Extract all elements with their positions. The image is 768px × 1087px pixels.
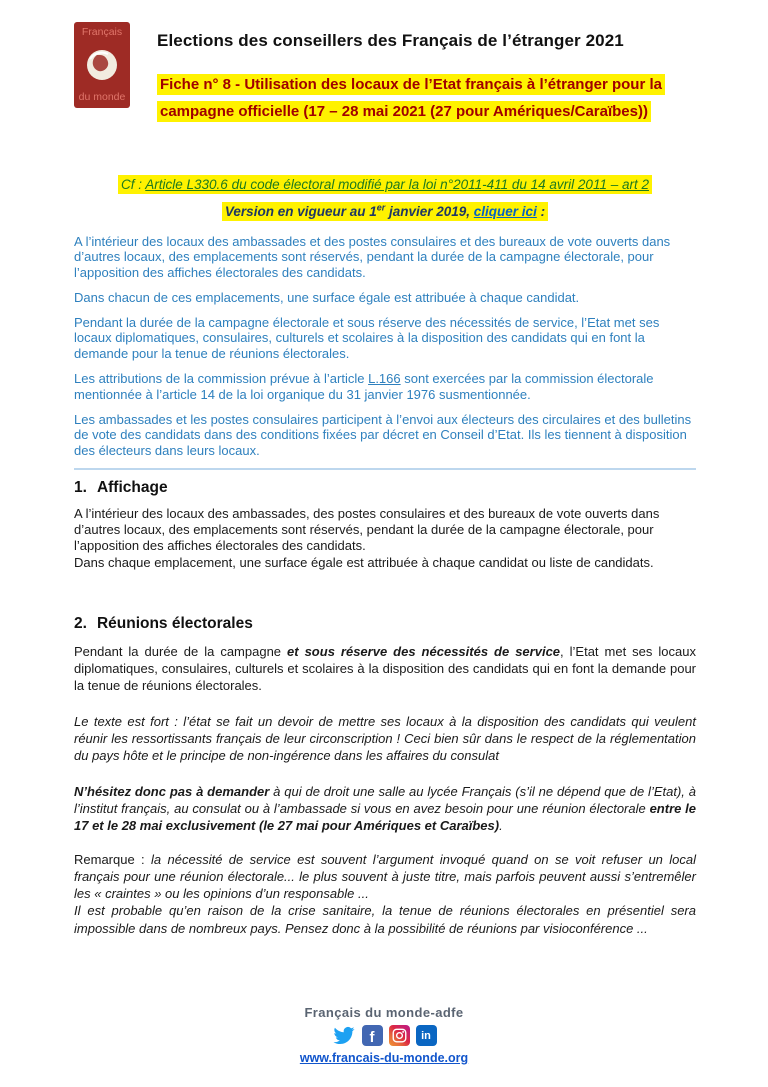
version-mid: janvier 2019, [385, 203, 474, 219]
advice-bold-dates: entre le 17 et le 28 mai exclusivement (le 27 mai pour Amériques et Caraïbes) [74, 800, 697, 834]
advice-period: . [499, 818, 503, 834]
intro-paragraph-3: Pendant la durée de la campagne électorale et sous réserve des nécessités de service, l’Etat met ses locaux diplomatiques, consulaires, culturels et scolaires à la disposition des candidats qui en font la demande pour la tenue de réunions électorales. [74, 314, 660, 362]
twitter-icon[interactable] [332, 1025, 356, 1046]
intro-p4-before: Les attributions de la commission prévue à l’article [74, 371, 369, 387]
version-superscript: er [376, 202, 386, 212]
section-1-number: 1. [74, 479, 87, 497]
advice-bold-lead: N’hésitez donc pas à demander [74, 783, 270, 799]
fiche-title [157, 74, 665, 122]
website-link[interactable]: www.francais-du-monde.org [299, 1051, 469, 1065]
logo-text-top: Français [81, 26, 123, 38]
francais-du-monde-logo [74, 22, 130, 108]
fiche-title-line1: Fiche n° 8 - Utilisation des locaux de l’Etat français à l’étranger pour la [157, 74, 665, 95]
divider-rule [74, 468, 696, 470]
article-l330-link[interactable]: Article L330.6 du code électoral modifié par la loi n°2011-411 du 14 avril 2011 – art 2 [145, 177, 649, 192]
instagram-camera-glyph [392, 1028, 407, 1043]
facebook-glyph: f [369, 1028, 375, 1046]
section-1-heading [74, 479, 696, 497]
version-suffix: : [536, 203, 546, 219]
section-1-paragraph-1: A l’intérieur des locaux des ambassades, des postes consulaires et des bureaux de vote ouverts dans d’autres locaux, des emplacements sont réservés, pendant la durée de la campagne électorale, pour l’apposition des affiches électorales des candidats. [74, 506, 660, 554]
document-footer [0, 1005, 768, 1065]
globe-icon [84, 47, 120, 83]
reference-prefix: Cf : [121, 177, 146, 192]
social-icons-row [0, 1025, 768, 1046]
advice-paragraph [74, 783, 696, 835]
intro-paragraph-5: Les ambassades et les postes consulaires participent à l’envoi aux électeurs des circulaires et des bulletins de vote des candidats dans des conditions fixées par décret en Conseil d’Etat. Ils les tiennent à disposition des électeurs dans leurs locaux. [74, 411, 692, 459]
intro-paragraph-1: A l’intérieur des locaux des ambassades et des postes consulaires et des bureaux de vote ouverts dans d’autres locaux, des emplacements sont réservés, pendant la durée de la campagne électorale, pour l’apposition des affiches électorales des candidats. [74, 233, 671, 281]
section-2-number: 2. [74, 614, 87, 632]
instagram-icon[interactable] [389, 1025, 410, 1046]
legal-reference-block [74, 177, 696, 219]
section-2-paragraph-1 [74, 643, 696, 695]
intro-paragraph-2: Dans chacun de ces emplacements, une surface égale est attribuée à chaque candidat. [74, 289, 580, 305]
remark-text-2: Il est probable qu’en raison de la crise sanitaire, la tenue de réunions électorales en présentiel sera impossible dans de nombreux pays. Pensez donc à la possibilité de réunions par visioconférence ... [74, 903, 696, 936]
remark-label: Remarque : [74, 851, 152, 867]
intro-paragraph-4 [74, 371, 696, 403]
footer-org-name: Français du monde-adfe [304, 1005, 464, 1020]
remark-paragraph [74, 851, 696, 937]
section-2-title: Réunions électorales [96, 614, 253, 632]
section-1-title: Affichage [96, 479, 168, 497]
page-title: Elections des conseillers des Français de l’étranger 2021 [157, 31, 624, 50]
logo-text-bottom: du monde [78, 91, 126, 103]
version-prefix: Version en vigueur au 1 [224, 203, 377, 219]
cliquer-ici-link[interactable]: cliquer ici [473, 203, 537, 219]
facebook-icon[interactable] [362, 1025, 383, 1046]
section-1-paragraph-2: Dans chaque emplacement, une surface égale est attribuée à chaque candidat ou liste de candidats. [74, 554, 654, 570]
advice-body: à qui de droit une salle au lycée Français (s’il ne dépend que de l’Etat), à l’institut français, au consulat ou à l’ambassade si vous en avez besoin pour une réunion électorale [74, 783, 696, 816]
s2-p1-a: Pendant la durée de la campagne [74, 643, 288, 659]
s2-p1-c: , l’Etat met ses locaux diplomatiques, consulaires, culturels et scolaires à la disposition des candidats qui en font la demande pour la tenue de réunions électorales. [74, 643, 696, 694]
legal-extract-section [74, 234, 696, 471]
document-header [74, 22, 696, 128]
linkedin-icon[interactable] [416, 1025, 437, 1046]
s2-p1-bold: et sous réserve des nécessités de service [287, 643, 561, 659]
remark-text-1: la nécessité de service est souvent l’argument invoqué quand on se voit refuser un local français pour une réunion électorale... le plus souvent à juste titre, mais parfois peuvent aussi s’entremêler les « craintes » ou les opinions d’un responsable ... [74, 851, 696, 902]
fiche-title-line2: campagne officielle (17 – 28 mai 2021 (27 pour Amériques/Caraïbes)) [157, 101, 651, 122]
l166-link[interactable]: L.166 [368, 371, 401, 387]
linkedin-glyph: in [421, 1029, 431, 1042]
commentary-paragraph: Le texte est fort : l’état se fait un devoir de mettre ses locaux à la disposition des candidats qui veulent réunir les ressortissants français de leur circonscription ! Ceci bien sûr dans le respect de la réglementation du pays hôte et le principe de non-ingérence dans les affaires du consulat [74, 713, 696, 764]
section-2-heading [74, 615, 696, 633]
version-line [74, 202, 696, 219]
intro-p4-after: sont exercées par la commission électorale mentionnée à l’article 14 de la loi organique du 31 janvier 1976 susmentionnée. [74, 371, 654, 402]
reference-line [74, 177, 696, 192]
